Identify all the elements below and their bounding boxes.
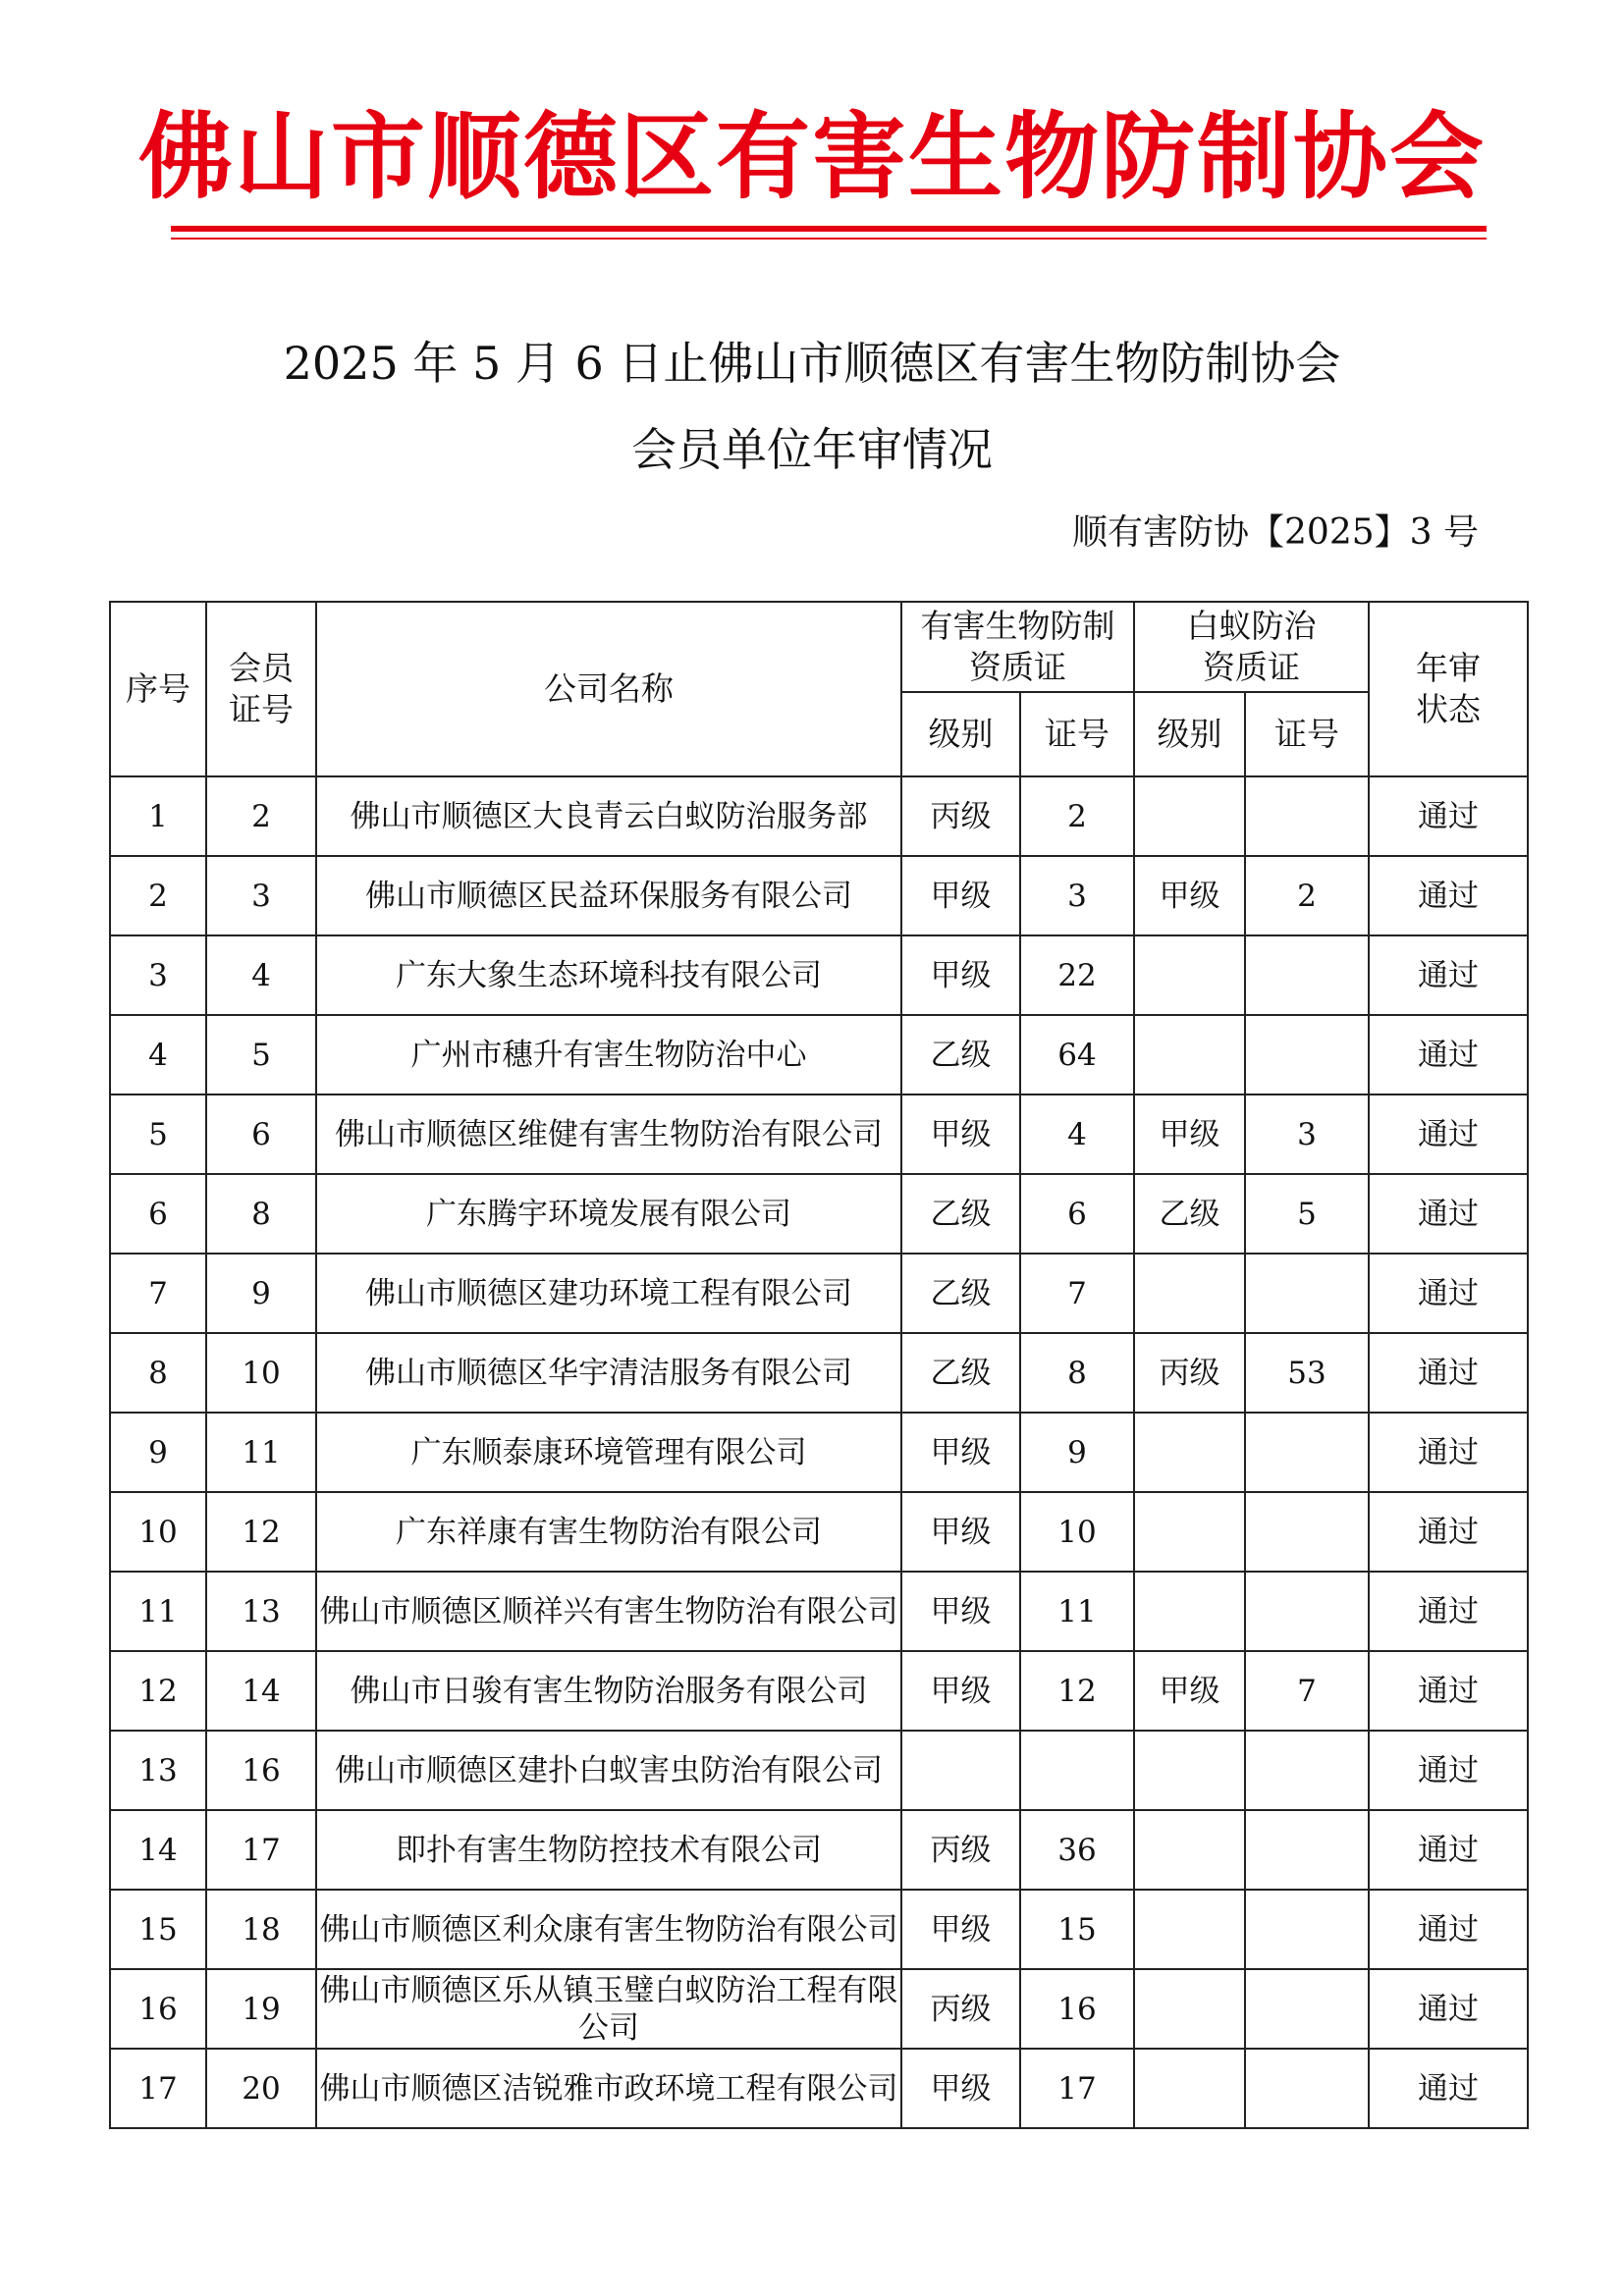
cell-pest-level: 甲级 [901,1413,1020,1492]
document-title-line1: 2025 年 5 月 6 日止佛山市顺德区有害生物防制协会 [283,337,1341,390]
cell-seq: 14 [110,1810,206,1890]
cell-member-no: 6 [206,1095,316,1174]
table-row [110,1492,1528,1572]
cell-seq: 9 [110,1413,206,1492]
cell-member-no: 8 [206,1174,316,1254]
cell-pest-cert-no: 2 [1020,776,1134,856]
cell-termite-cert-no [1245,2049,1369,2128]
header-termite-cert [1134,602,1369,692]
table-row [110,1015,1528,1095]
header-member-no [206,602,316,776]
cell-member-no: 13 [206,1572,316,1651]
cell-termite-cert-no [1245,1015,1369,1095]
cell-pest-cert-no: 64 [1020,1015,1134,1095]
cell-status: 通过 [1369,1969,1528,2049]
cell-status: 通过 [1369,2049,1528,2128]
cell-pest-cert-no: 22 [1020,935,1134,1015]
cell-seq: 16 [110,1969,206,2049]
cell-seq: 6 [110,1174,206,1254]
table-row [110,1731,1528,1810]
cell-pest-level: 甲级 [901,2049,1020,2128]
header-pest-cert-no: 证号 [1020,692,1134,776]
cell-company: 佛山市顺德区顺祥兴有害生物防治有限公司 [316,1572,901,1651]
cell-status: 通过 [1369,1651,1528,1731]
table-row [110,1333,1528,1413]
org-masthead: 佛山市顺德区有害生物防制协会 [138,102,1486,212]
cell-pest-level: 乙级 [901,1015,1020,1095]
table-row [110,776,1528,856]
cell-pest-level: 甲级 [901,856,1020,935]
cell-pest-cert-no: 12 [1020,1651,1134,1731]
cell-seq: 8 [110,1333,206,1413]
header-status [1369,602,1528,776]
header-rule-thick [171,226,1487,232]
cell-status: 通过 [1369,935,1528,1015]
cell-termite-cert-no [1245,1810,1369,1890]
cell-member-no: 10 [206,1333,316,1413]
cell-company: 佛山市顺德区华宇清洁服务有限公司 [316,1333,901,1413]
cell-termite-level [1134,1890,1245,1969]
cell-status: 通过 [1369,1810,1528,1890]
table-row [110,856,1528,935]
cell-termite-level: 乙级 [1134,1174,1245,1254]
cell-termite-level [1134,1492,1245,1572]
cell-seq: 10 [110,1492,206,1572]
cell-company: 佛山市顺德区洁锐雅市政环境工程有限公司 [316,2049,901,2128]
cell-pest-cert-no: 9 [1020,1413,1134,1492]
cell-company: 佛山市顺德区乐从镇玉璧白蚁防治工程有限公司 [316,1969,901,2049]
cell-seq: 15 [110,1890,206,1969]
cell-termite-level: 甲级 [1134,1095,1245,1174]
cell-member-no: 18 [206,1890,316,1969]
cell-termite-level [1134,1413,1245,1492]
cell-pest-level: 甲级 [901,935,1020,1015]
cell-company: 佛山市顺德区建扑白蚁害虫防治有限公司 [316,1731,901,1810]
cell-status: 通过 [1369,1333,1528,1413]
cell-status: 通过 [1369,1492,1528,1572]
cell-termite-level [1134,1969,1245,2049]
cell-pest-cert-no: 8 [1020,1333,1134,1413]
cell-company: 佛山市顺德区大良青云白蚁防治服务部 [316,776,901,856]
cell-termite-level [1134,1015,1245,1095]
cell-member-no: 19 [206,1969,316,2049]
cell-pest-level: 丙级 [901,1810,1020,1890]
cell-termite-cert-no [1245,1572,1369,1651]
cell-status: 通过 [1369,1413,1528,1492]
table-row [110,1969,1528,2049]
cell-member-no: 16 [206,1731,316,1810]
cell-seq: 5 [110,1095,206,1174]
cell-pest-cert-no [1020,1731,1134,1810]
header-termite-cert-no: 证号 [1245,692,1369,776]
cell-status: 通过 [1369,1731,1528,1810]
cell-company: 佛山市顺德区维健有害生物防治有限公司 [316,1095,901,1174]
cell-termite-cert-no [1245,1413,1369,1492]
cell-member-no: 14 [206,1651,316,1731]
cell-seq: 4 [110,1015,206,1095]
cell-status: 通过 [1369,1095,1528,1174]
cell-termite-cert-no [1245,1254,1369,1333]
cell-termite-cert-no [1245,1731,1369,1810]
cell-termite-level [1134,935,1245,1015]
cell-pest-cert-no: 6 [1020,1174,1134,1254]
cell-termite-cert-no: 7 [1245,1651,1369,1731]
cell-status: 通过 [1369,1890,1528,1969]
cell-termite-level: 甲级 [1134,1651,1245,1731]
cell-pest-cert-no: 3 [1020,856,1134,935]
cell-pest-cert-no: 7 [1020,1254,1134,1333]
table-row [110,1890,1528,1969]
cell-seq: 1 [110,776,206,856]
cell-seq: 7 [110,1254,206,1333]
cell-member-no: 12 [206,1492,316,1572]
table-row [110,935,1528,1015]
cell-pest-level: 丙级 [901,776,1020,856]
cell-pest-level [901,1731,1020,1810]
header-company: 公司名称 [316,602,901,776]
cell-seq: 3 [110,935,206,1015]
cell-termite-cert-no [1245,1492,1369,1572]
header-pest-level: 级别 [901,692,1020,776]
cell-termite-level [1134,776,1245,856]
cell-termite-level [1134,1254,1245,1333]
cell-company: 佛山市顺德区民益环保服务有限公司 [316,856,901,935]
cell-company: 广东腾宇环境发展有限公司 [316,1174,901,1254]
cell-pest-level: 丙级 [901,1969,1020,2049]
cell-pest-level: 甲级 [901,1095,1020,1174]
cell-seq: 11 [110,1572,206,1651]
cell-pest-cert-no: 11 [1020,1572,1134,1651]
cell-member-no: 17 [206,1810,316,1890]
cell-seq: 17 [110,2049,206,2128]
table-row [110,1413,1528,1492]
header-member-no-text: 会员证号 [228,649,294,728]
table-row [110,2049,1528,2128]
cell-pest-cert-no: 10 [1020,1492,1134,1572]
cell-pest-level: 乙级 [901,1333,1020,1413]
cell-termite-cert-no: 5 [1245,1174,1369,1254]
cell-pest-cert-no: 15 [1020,1890,1134,1969]
cell-pest-level: 乙级 [901,1254,1020,1333]
cell-pest-level: 甲级 [901,1890,1020,1969]
cell-pest-level: 甲级 [901,1492,1020,1572]
cell-company: 即扑有害生物防控技术有限公司 [316,1810,901,1890]
cell-member-no: 4 [206,935,316,1015]
cell-status: 通过 [1369,776,1528,856]
header-pest-cert [901,602,1134,692]
header-termite-cert-text: 白蚁防治资质证 [1186,607,1317,686]
cell-pest-level: 甲级 [901,1651,1020,1731]
cell-member-no: 11 [206,1413,316,1492]
header-seq: 序号 [110,602,206,776]
table-row [110,1651,1528,1731]
header-termite-level: 级别 [1134,692,1245,776]
table-row [110,1095,1528,1174]
cell-status: 通过 [1369,1174,1528,1254]
cell-status: 通过 [1369,1254,1528,1333]
cell-termite-level [1134,1731,1245,1810]
cell-company: 广东祥康有害生物防治有限公司 [316,1492,901,1572]
cell-pest-level: 甲级 [901,1572,1020,1651]
cell-termite-level: 丙级 [1134,1333,1245,1413]
document-title-line2: 会员单位年审情况 [631,423,993,476]
cell-company: 广东大象生态环境科技有限公司 [316,935,901,1015]
cell-termite-cert-no [1245,1890,1369,1969]
table-row [110,1174,1528,1254]
cell-company: 佛山市顺德区建功环境工程有限公司 [316,1254,901,1333]
cell-seq: 2 [110,856,206,935]
cell-member-no: 9 [206,1254,316,1333]
cell-status: 通过 [1369,856,1528,935]
cell-member-no: 5 [206,1015,316,1095]
cell-member-no: 3 [206,856,316,935]
cell-pest-level: 乙级 [901,1174,1020,1254]
cell-pest-cert-no: 17 [1020,2049,1134,2128]
cell-member-no: 20 [206,2049,316,2128]
header-status-text: 年审状态 [1415,649,1481,728]
table-row [110,1810,1528,1890]
table-row [110,1254,1528,1333]
cell-termite-level [1134,1810,1245,1890]
cell-termite-cert-no: 3 [1245,1095,1369,1174]
cell-termite-cert-no [1245,776,1369,856]
cell-termite-cert-no: 2 [1245,856,1369,935]
cell-company: 佛山市日骏有害生物防治服务有限公司 [316,1651,901,1731]
cell-company: 佛山市顺德区利众康有害生物防治有限公司 [316,1890,901,1969]
cell-company: 广东顺泰康环境管理有限公司 [316,1413,901,1492]
table-row [110,1572,1528,1651]
cell-termite-level: 甲级 [1134,856,1245,935]
cell-seq: 12 [110,1651,206,1731]
cell-termite-cert-no [1245,1969,1369,2049]
cell-termite-level [1134,2049,1245,2128]
cell-pest-cert-no: 4 [1020,1095,1134,1174]
cell-company: 广州市穗升有害生物防治中心 [316,1015,901,1095]
cell-pest-cert-no: 36 [1020,1810,1134,1890]
header-rule-thin [171,238,1487,240]
cell-status: 通过 [1369,1572,1528,1651]
cell-termite-cert-no: 53 [1245,1333,1369,1413]
cell-termite-level [1134,1572,1245,1651]
cell-seq: 13 [110,1731,206,1810]
cell-termite-cert-no [1245,935,1369,1015]
document-number: 顺有害防协【2025】3 号 [1072,512,1479,553]
member-review-table [109,601,1529,2129]
header-pest-cert-text: 有害生物防制资质证 [920,607,1115,686]
cell-status: 通过 [1369,1015,1528,1095]
cell-member-no: 2 [206,776,316,856]
cell-pest-cert-no: 16 [1020,1969,1134,2049]
